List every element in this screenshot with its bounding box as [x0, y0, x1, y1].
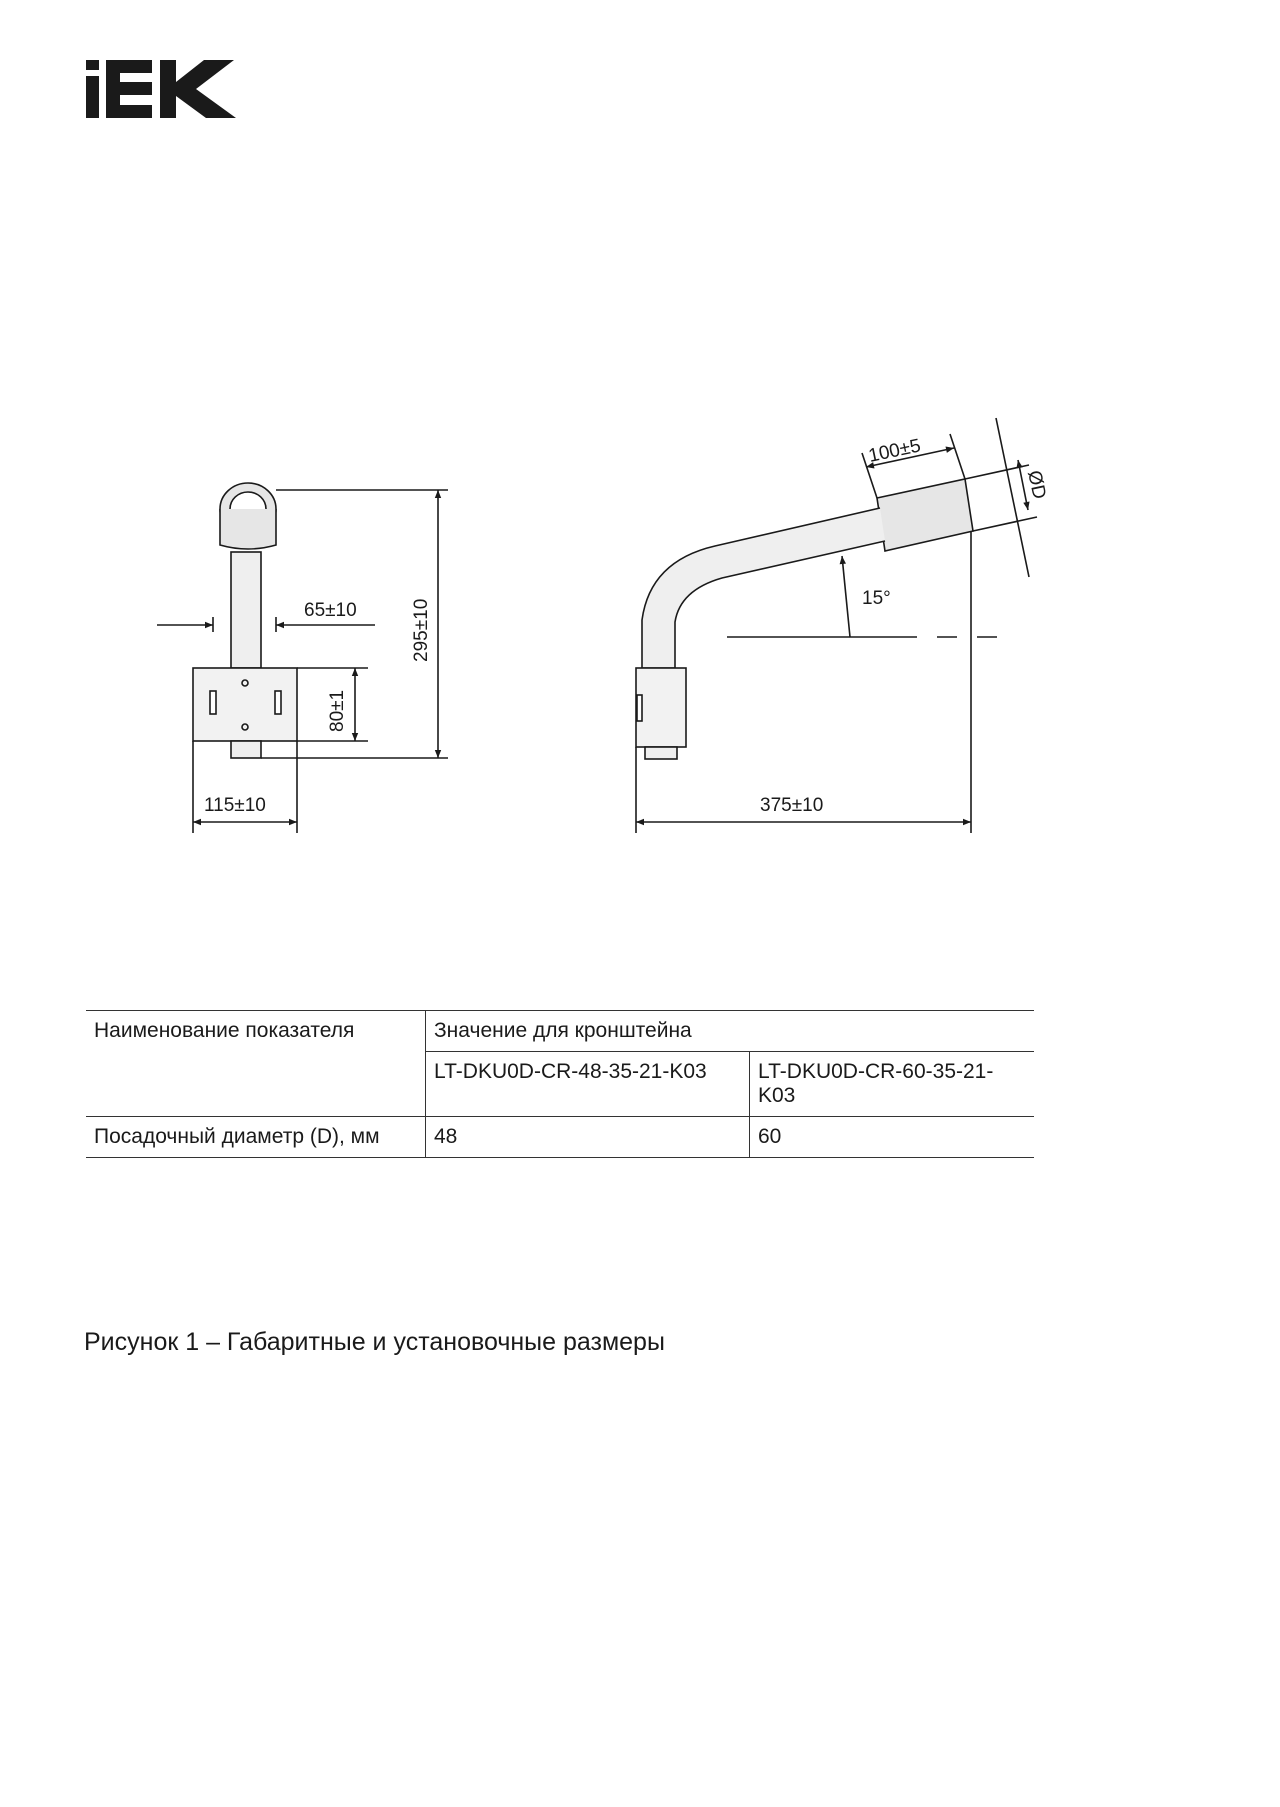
- value-48: 48: [426, 1117, 750, 1158]
- header-param: Наименование показателя: [86, 1011, 426, 1052]
- dim-65: 65±10: [304, 600, 357, 621]
- dim-100: 100±5: [866, 435, 923, 467]
- dim-295: 295±10: [411, 598, 432, 662]
- figure-caption: Рисунок 1 – Габаритные и установочные размеры: [84, 1328, 665, 1356]
- dim-375: 375±10: [760, 795, 824, 816]
- model-60: LT-DKU0D-CR-60-35-21-K03: [750, 1052, 1035, 1117]
- row-label: Посадочный диаметр (D), мм: [86, 1117, 426, 1158]
- dim-115: 115±10: [204, 795, 266, 816]
- dim-angle: 15°: [862, 588, 891, 609]
- front-view: [636, 418, 1037, 833]
- header-value: Значение для кронштейна: [426, 1011, 1035, 1052]
- model-48: LT-DKU0D-CR-48-35-21-K03: [426, 1052, 750, 1117]
- spec-table: [86, 1010, 1034, 1158]
- bracket-drawing: [0, 0, 1280, 900]
- dim-diameter: ØD: [1023, 468, 1050, 501]
- table-row: [86, 1117, 1034, 1158]
- value-60: 60: [750, 1117, 1035, 1158]
- dim-80: 80±1: [327, 689, 348, 732]
- table-header-row: [86, 1011, 1034, 1052]
- table-models-row: [86, 1052, 1034, 1117]
- side-view: [157, 483, 448, 833]
